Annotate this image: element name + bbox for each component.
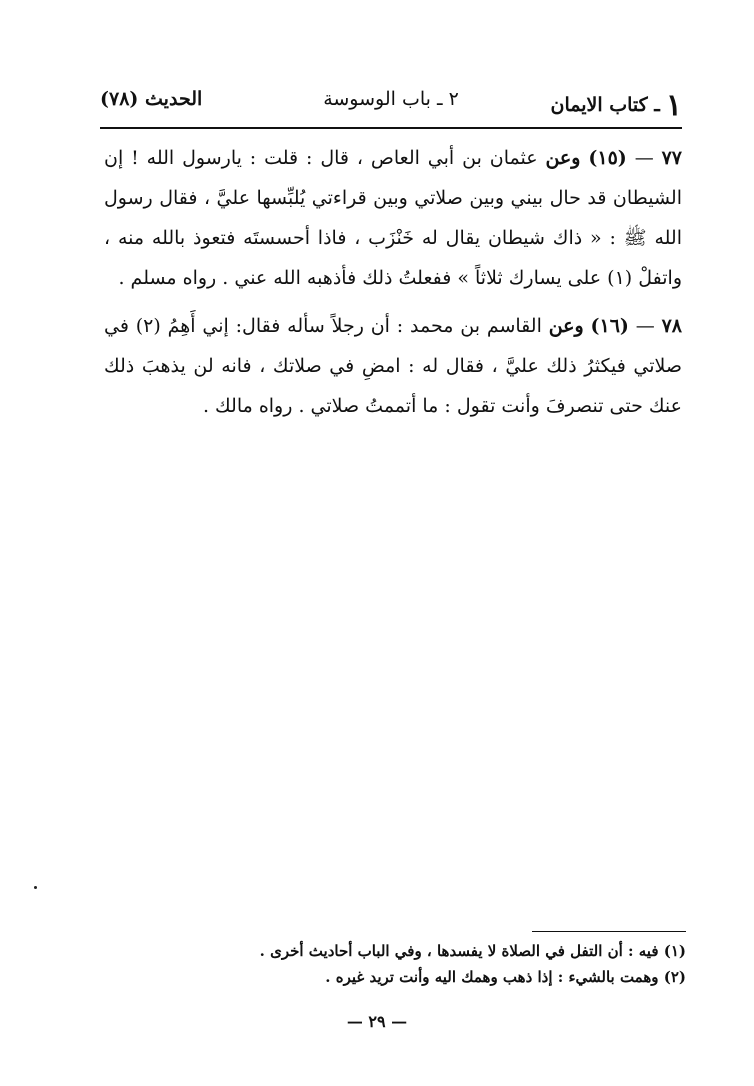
main-text bbox=[104, 138, 682, 434]
hadith-number: ٧٧ bbox=[661, 147, 683, 169]
footnote-rule bbox=[532, 931, 686, 932]
hadith-78 bbox=[104, 306, 682, 426]
hadith-text: القاسم بن محمد : أن رجلاً سأله فقال: إني أَهِمُ (٢) في صلاتي فيكثرُ ذلك عليَّ ، فقال له : امضِ في صلاتك ، فانه لن يذهبَ ذلك عنك حتى تنصرفَ وأنت تقول : ما أتممتُ صلاتي . رواه مالك . bbox=[104, 315, 682, 417]
page-number: — ٢٩ — bbox=[346, 1012, 408, 1031]
footnote-2: (٢) وهمت بالشيء : إذا ذهب وهمك اليه وأنت تريد غيره . bbox=[325, 968, 686, 986]
hadith-sub-number: (١٦) bbox=[590, 315, 629, 337]
footnote-1: (١) فيه : أن التفل في الصلاة لا يفسدها ، وفي الباب أحاديث أخرى . bbox=[259, 942, 686, 960]
header-rule bbox=[100, 127, 682, 129]
section-title: ٢ ـ باب الوسوسة bbox=[323, 88, 459, 110]
hadith-reference: الحديث (٧٨) bbox=[100, 88, 203, 110]
dash: — bbox=[634, 147, 654, 169]
hadith-sub-number: (١٥) bbox=[588, 147, 627, 169]
footnotes bbox=[240, 938, 686, 990]
hadith-77 bbox=[104, 138, 682, 298]
dash: — bbox=[635, 315, 655, 337]
chapter-title: ـ كتاب الايمان bbox=[550, 94, 660, 116]
hadith-text: عثمان بن أبي العاص ، قال : قلت : يارسول الله ! إن الشيطان قد حال بيني وبين صلاتي وبين قراءتي يُلبِّسها عليَّ ، فقال رسول الله ﷺ : « ذاك شيطان يقال له خَنْزَب ، فاذا أحسستَه فتعوذ بالله منه ، واتفلْ (١) على يسارك ثلاثاً » ففعلتُ ذلك فأذهبه الله عني . رواه مسلم . bbox=[104, 147, 682, 289]
chapter-heading bbox=[550, 88, 682, 123]
running-header bbox=[100, 84, 682, 124]
margin-mark bbox=[34, 886, 37, 889]
hadith-lead: وعن bbox=[548, 315, 584, 337]
hadith-lead: وعن bbox=[545, 147, 581, 169]
hadith-number: ٧٨ bbox=[661, 315, 682, 337]
chapter-number: ١ bbox=[665, 88, 682, 123]
